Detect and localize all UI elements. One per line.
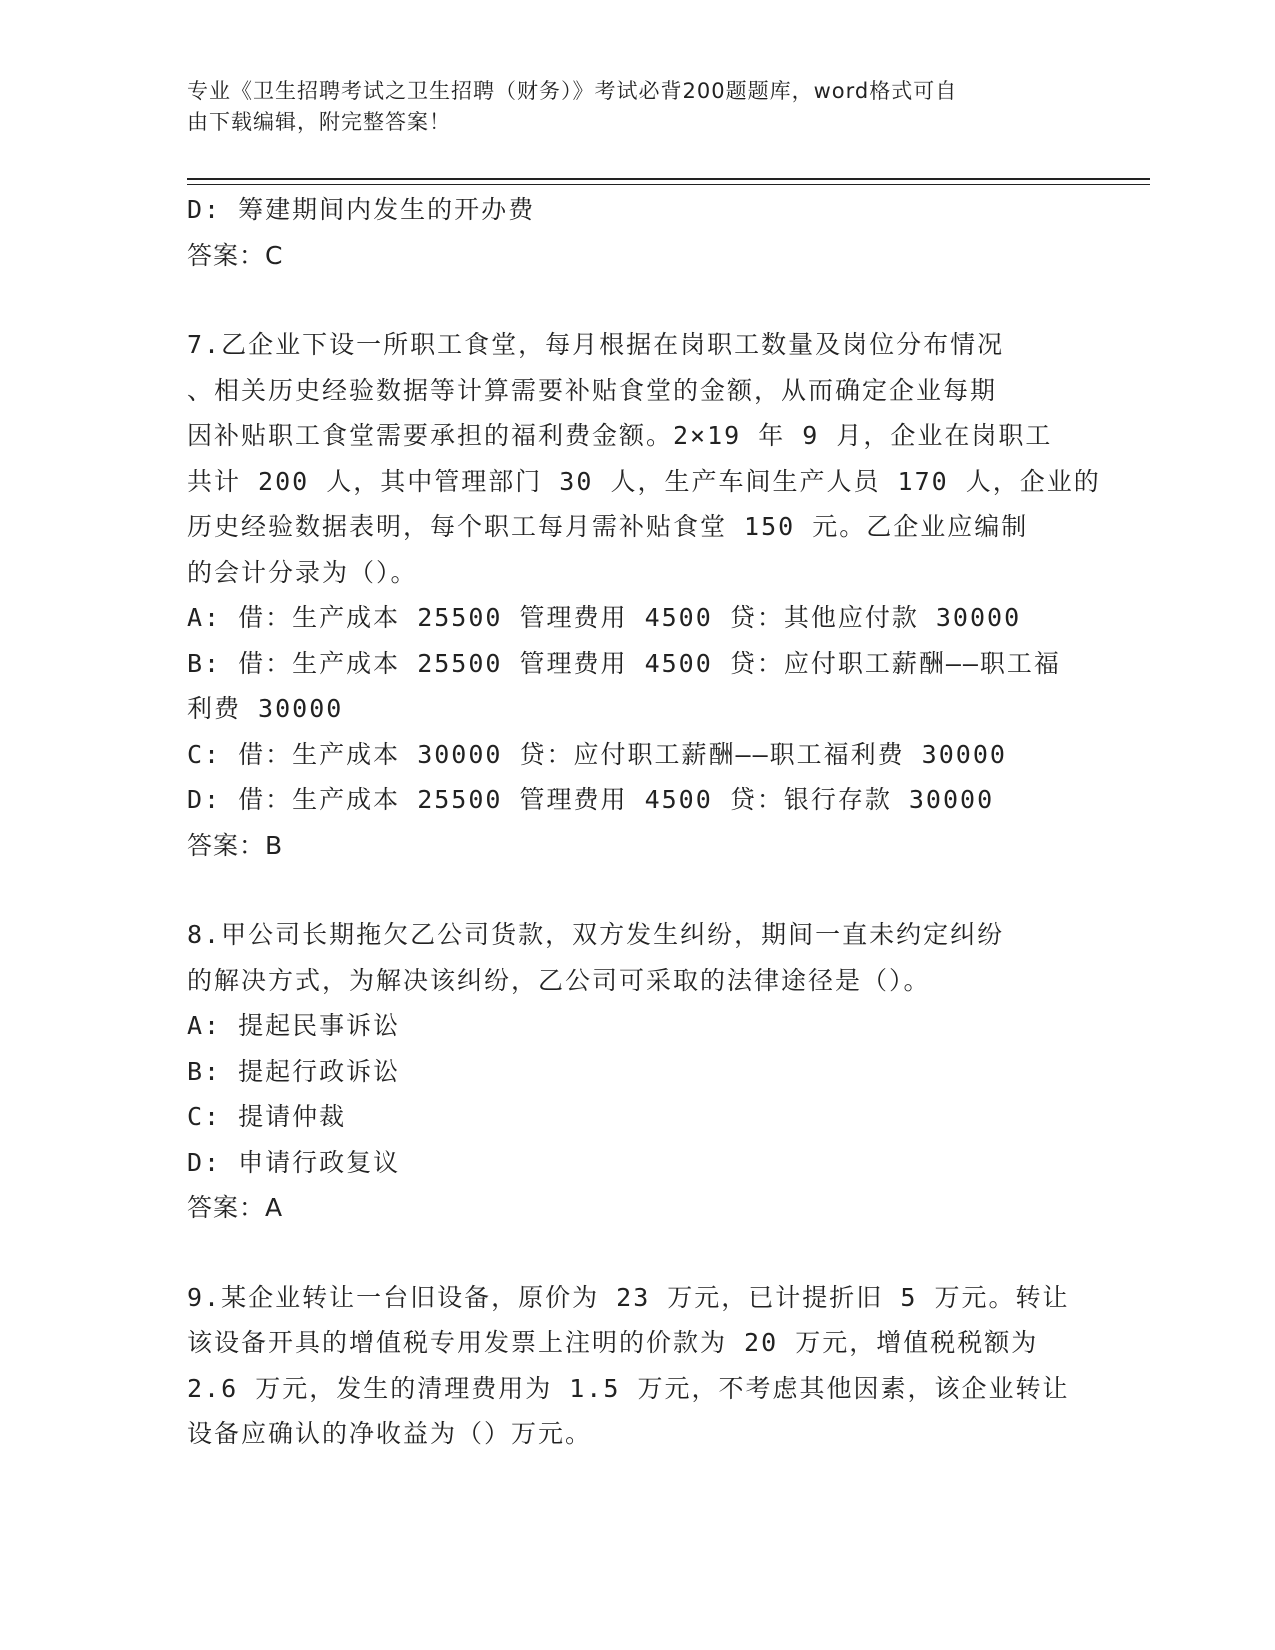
spacer	[187, 278, 1087, 322]
q7-stem-line: 历史经验数据表明，每个职工每月需补贴食堂 150 元。乙企业应编制	[187, 512, 1029, 541]
header-divider-thin	[187, 184, 1150, 185]
question-9	[187, 1275, 1087, 1457]
header-line-2: 由下载编辑，附完整答案！	[187, 110, 451, 134]
q8-stem-line: 8.甲公司长期拖欠乙公司货款，双方发生纠纷，期间一直未约定纠纷	[187, 920, 1005, 949]
q7-option-c: C: 借：生产成本 30000 贷：应付职工薪酬——职工福利费 30000	[187, 739, 1007, 769]
q7-stem-line: 7.乙企业下设一所职工食堂，每月根据在岗职工数量及岗位分布情况	[187, 330, 1005, 359]
q9-stem-line: 设备应确认的净收益为（）万元。	[187, 1419, 593, 1448]
q8-option-b: B: 提起行政诉讼	[187, 1056, 401, 1086]
page-header	[187, 76, 1067, 138]
q7-stem-line: 因补贴职工食堂需要承担的福利费金额。2×19 年 9 月，企业在岗职工	[187, 421, 1053, 450]
q7-option-b-cont: 利费 30000	[187, 694, 344, 723]
q6-option-d: D: 筹建期间内发生的开办费	[187, 195, 536, 224]
question-6-tail	[187, 187, 1087, 278]
q7-stem-line: 、相关历史经验数据等计算需要补贴食堂的金额，从而确定企业每期	[187, 375, 998, 405]
q7-stem-line: 共计 200 人，其中管理部门 30 人，生产车间生产人员 170 人，企业的	[187, 466, 1101, 496]
q7-option-a: A: 借：生产成本 25500 管理费用 4500 贷：其他应付款 30000	[187, 603, 1022, 632]
q8-option-c: C: 提请仲裁	[187, 1102, 347, 1131]
q8-answer: 答案：A	[187, 1193, 284, 1222]
question-8	[187, 912, 1087, 1231]
q7-option-b: B: 借：生产成本 25500 管理费用 4500 贷：应付职工薪酬——职工福	[187, 648, 1061, 678]
q8-option-d: D: 申请行政复议	[187, 1147, 401, 1177]
q7-option-d: D: 借：生产成本 25500 管理费用 4500 贷：银行存款 30000	[187, 785, 995, 814]
question-content	[187, 187, 1101, 1457]
q9-stem-line: 2.6 万元，发生的清理费用为 1.5 万元，不考虑其他因素，该企业转让	[187, 1373, 1070, 1403]
spacer	[187, 868, 1087, 912]
q9-stem-line: 9.某企业转让一台旧设备，原价为 23 万元，已计提折旧 5 万元。转让	[187, 1282, 1070, 1312]
q8-option-a: A: 提起民事诉讼	[187, 1011, 401, 1040]
q6-answer: 答案：C	[187, 240, 284, 270]
q7-answer: 答案：B	[187, 830, 284, 860]
header-divider-thick	[187, 178, 1150, 180]
spacer	[187, 1231, 1087, 1275]
q7-stem-line: 的会计分录为（）。	[187, 557, 418, 587]
question-7	[187, 322, 1101, 868]
header-line-1: 专业《卫生招聘考试之卫生招聘（财务）》考试必背200题题库，word格式可自	[187, 79, 958, 103]
q8-stem-line: 的解决方式，为解决该纠纷，乙公司可采取的法律途径是（）。	[187, 965, 931, 995]
q9-stem-line: 该设备开具的增值税专用发票上注明的价款为 20 万元，增值税税额为	[187, 1328, 1039, 1357]
